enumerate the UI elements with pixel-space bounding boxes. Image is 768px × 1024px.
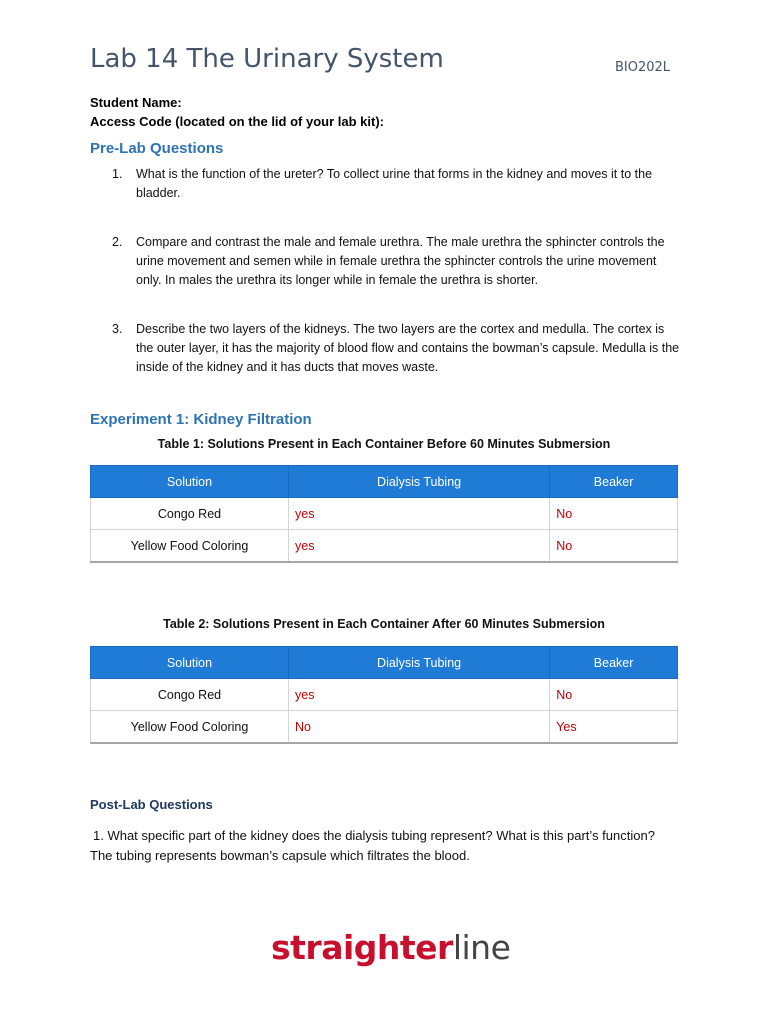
table1 [90,465,678,563]
table2-caption: Table 2: Solutions Present in Each Container After 60 Minutes Submersion [163,617,605,631]
question-text: What is the function of the ureter? To collect urine that forms in the kidney and moves it to the bladder. [136,167,653,200]
column-header: Solution [91,647,289,679]
access-code-label: Access Code (located on the lid of your lab kit): [90,114,384,129]
question-number: 1. [112,167,123,181]
logo-text-straighter: straighter [271,928,453,967]
table-cell: Yellow Food Coloring [91,530,289,563]
postlab-heading: Post-Lab Questions [90,797,213,812]
table-cell: No [289,711,550,744]
column-header: Dialysis Tubing [289,466,550,498]
table-cell: yes [289,530,550,563]
column-header: Solution [91,466,289,498]
prelab-question-2 [112,233,682,290]
table-cell: No [550,498,678,530]
question-text: Compare and contrast the male and female urethra. The male urethra the sphincter controls the urine movement and semen while in female urethra the sphincter controls the urine movement only. In males the urethra its longer while in female the urethra is shorter. [136,235,665,287]
question-text: Describe the two layers of the kidneys. The two layers are the cortex and medulla. The cortex is the outer layer, it has the majority of blood flow and contains the bowman’s capsule. Medulla is the inside of the kidney and it has ducts that moves waste. [136,322,680,374]
table-row [91,711,678,744]
prelab-question-3 [112,320,682,377]
prelab-heading: Pre-Lab Questions [90,140,224,157]
course-code: BIO202L [615,60,671,75]
question-number: 2. [112,235,123,249]
table-cell: Congo Red [91,498,289,530]
table-cell: Congo Red [91,679,289,711]
table2 [90,646,678,744]
logo-text-line: line [452,928,511,967]
table-cell: No [550,679,678,711]
table-header-row [91,647,678,679]
table-header-row [91,466,678,498]
column-header: Beaker [550,466,678,498]
table-row [91,530,678,563]
student-name-label: Student Name: [90,95,182,110]
page-title: Lab 14 The Urinary System [90,44,444,74]
table-cell: yes [289,498,550,530]
table1-caption: Table 1: Solutions Present in Each Container Before 60 Minutes Submersion [157,437,611,451]
prelab-question-1 [112,165,682,203]
table-cell: yes [289,679,550,711]
column-header: Beaker [550,647,678,679]
table-cell: Yellow Food Coloring [91,711,289,744]
column-header: Dialysis Tubing [289,647,550,679]
table-cell: No [550,530,678,563]
question-number: 3. [112,322,123,336]
postlab-question-1: 1. What specific part of the kidney does the dialysis tubing represent? What is this part’s function? The tubing represents bowman’s capsule which filtrates the blood. [90,828,655,863]
table-row [91,498,678,530]
experiment-heading: Experiment 1: Kidney Filtration [90,411,312,428]
table-cell: Yes [550,711,678,744]
table-row [91,679,678,711]
straighterline-logo [271,928,510,967]
